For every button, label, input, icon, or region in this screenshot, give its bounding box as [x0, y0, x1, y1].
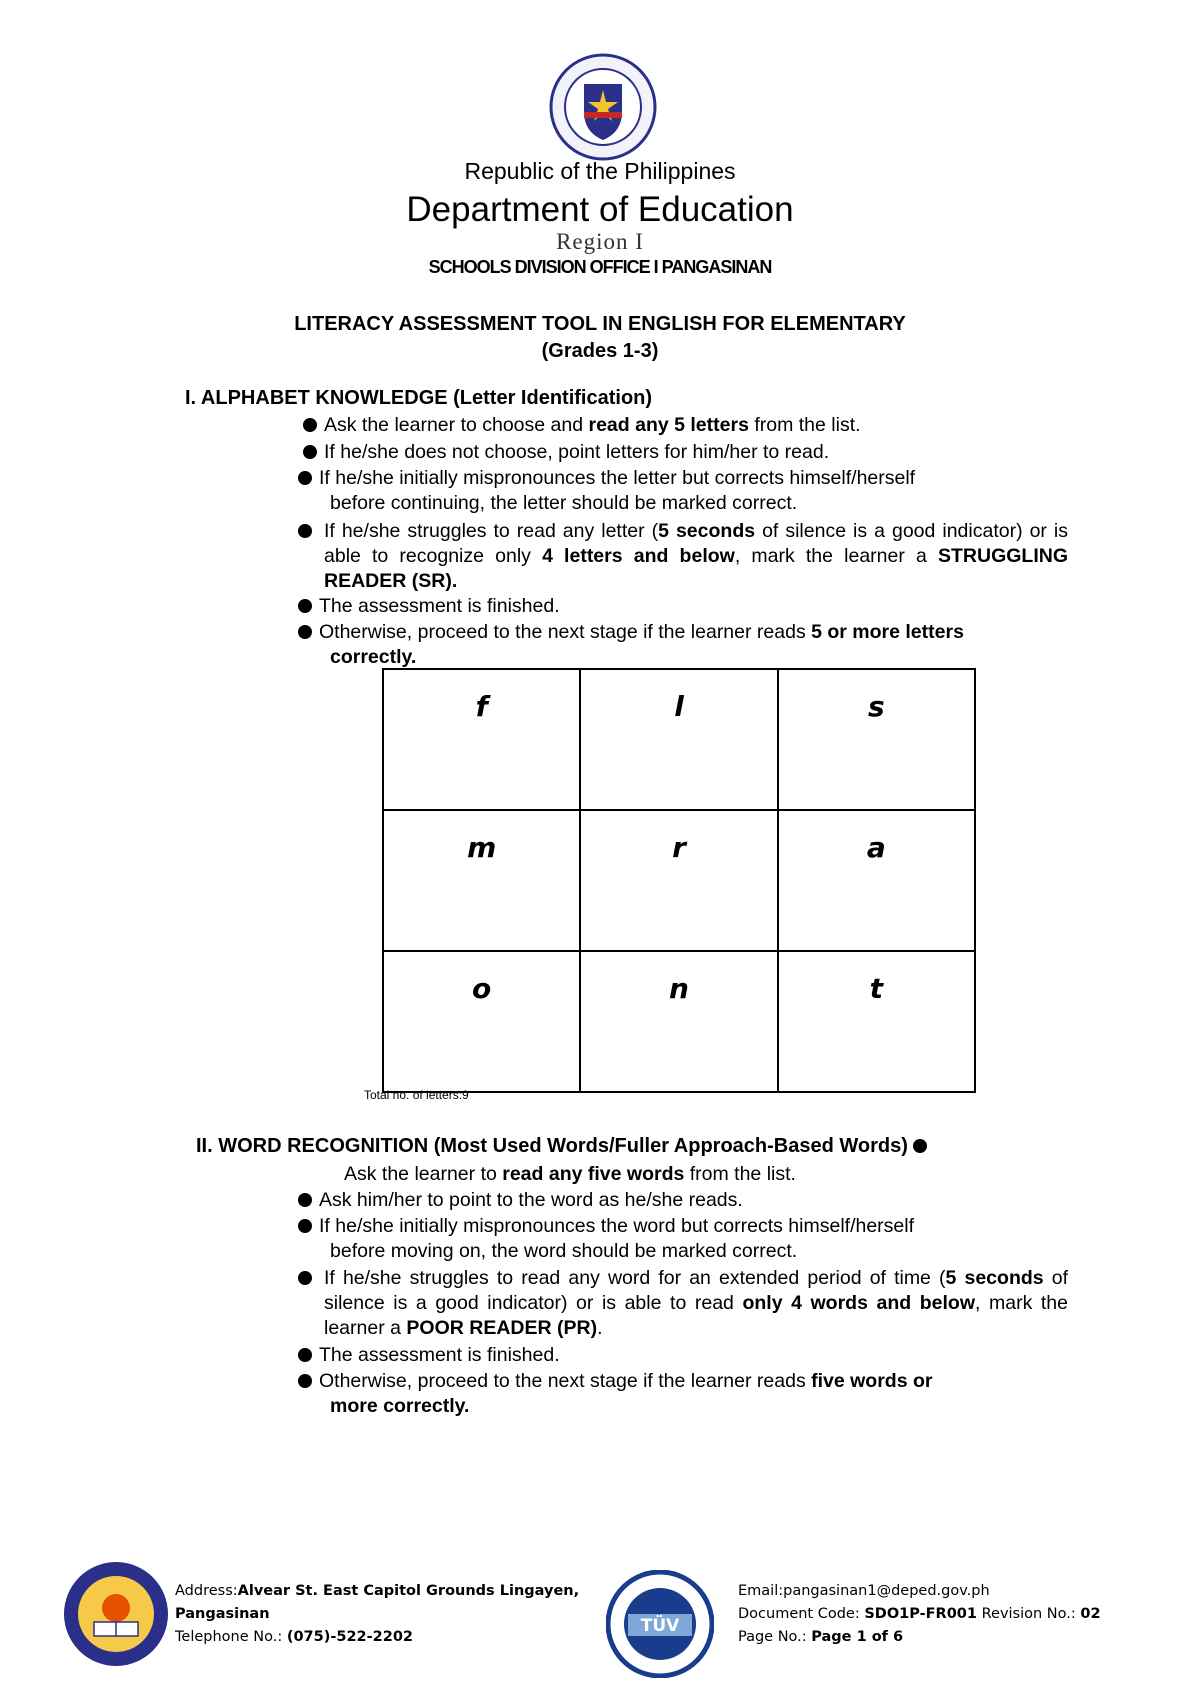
section1-bullet-6: Otherwise, proceed to the next stage if the learner reads 5 or more letters: [298, 620, 964, 645]
letter-row: [383, 951, 975, 1092]
letter-cell: s: [778, 669, 975, 810]
bullet-icon: [298, 1193, 312, 1207]
section1-bullet-2: If he/she does not choose, point letters for him/her to read.: [303, 440, 829, 465]
footer-address-block: [175, 1580, 579, 1649]
bullet-icon: [303, 418, 317, 432]
tuv-certification-logo: [606, 1570, 714, 1678]
letter-cell: a: [778, 810, 975, 951]
bullet-icon: [298, 625, 312, 639]
letter-row: [383, 669, 975, 810]
letter-cell: t: [778, 951, 975, 1092]
footer-address-line2: Pangasinan: [175, 1606, 270, 1622]
section1-bullet-5: The assessment is finished.: [298, 594, 560, 619]
letter-cell: l: [580, 669, 777, 810]
section2-bullet-6-cont: more correctly.: [330, 1395, 470, 1417]
region-line: Region I: [556, 229, 644, 254]
letter-cell: r: [580, 810, 777, 951]
section2-bullet-6: Otherwise, proceed to the next stage if the learner reads five words or: [298, 1369, 932, 1394]
division-office-logo: [62, 1560, 170, 1668]
footer-contact-block: [738, 1580, 1101, 1649]
footer-address: Address:Alvear St. East Capitol Grounds Lingayen,: [175, 1583, 580, 1599]
section1-heading: I. ALPHABET KNOWLEDGE (Letter Identification): [185, 387, 653, 409]
document-title: [0, 311, 1200, 365]
division-office: SCHOOLS DIVISION OFFICE I PANGASINAN: [428, 257, 772, 277]
section1-bullet-6-cont: correctly.: [330, 646, 417, 668]
bullet-icon: [298, 1348, 312, 1362]
section2-heading: II. WORD RECOGNITION (Most Used Words/Fuller Approach-Based Words): [196, 1135, 927, 1158]
footer-telephone: Telephone No.: (075)-522-2202: [175, 1629, 414, 1645]
department-title: Department of Education: [406, 190, 794, 229]
letter-grid: [382, 668, 976, 1093]
section1-bullet-1: Ask the learner to choose and read any 5 letters from the list.: [303, 413, 861, 438]
bullet-icon: [303, 445, 317, 459]
letter-row: [383, 810, 975, 951]
section2-bullet-3: If he/she initially mispronounces the word but corrects himself/herself: [298, 1214, 914, 1239]
section2-bullet-3-cont: before moving on, the word should be marked correct.: [330, 1240, 798, 1262]
section2-bullet-4: If he/she struggles to read any word for an extended period of time (5 seconds of silence is a good indicator) or is able to read only 4 words and below, mark the learner a POOR READER (PR).: [298, 1266, 1068, 1341]
letter-cell: o: [383, 951, 580, 1092]
letter-cell: f: [383, 669, 580, 810]
footer-email: Email:pangasinan1@deped.gov.ph: [738, 1583, 990, 1599]
section2-bullet-5: The assessment is finished.: [298, 1343, 560, 1368]
footer-page-number: Page No.: Page 1 of 6: [738, 1629, 904, 1645]
section2-bullet-1: Ask the learner to read any five words from the list.: [344, 1163, 796, 1185]
bullet-icon: [913, 1139, 927, 1153]
footer-document-code: Document Code: SDO1P-FR001 Revision No.: 02: [738, 1606, 1101, 1622]
title-line-2: (Grades 1-3): [541, 340, 659, 362]
section1-bullet-4: If he/she struggles to read any letter (5 seconds of silence is a good indicator) or is able to recognize only 4 letters and below, mark the learner a STRUGGLING READER (SR).: [298, 519, 1068, 594]
section2-bullet-2: Ask him/her to point to the word as he/she reads.: [298, 1188, 743, 1213]
bullet-icon: [298, 1271, 312, 1285]
letter-cell: m: [383, 810, 580, 951]
republic-line: Republic of the Philippines: [464, 158, 736, 184]
tuv-logo-text: TÜV: [640, 1616, 680, 1636]
bullet-icon: [298, 599, 312, 613]
bullet-icon: [298, 1374, 312, 1388]
deped-seal-logo: [548, 52, 658, 162]
title-line-1: LITERACY ASSESSMENT TOOL IN ENGLISH FOR ELEMENTARY: [294, 313, 906, 335]
section1-bullet-3-cont: before continuing, the letter should be marked correct.: [330, 492, 798, 514]
bullet-icon: [298, 1219, 312, 1233]
total-letters: Total no. of letters:9: [364, 1088, 469, 1102]
letter-cell: n: [580, 951, 777, 1092]
bullet-icon: [298, 471, 312, 485]
section1-bullet-3: If he/she initially mispronounces the letter but corrects himself/herself: [298, 466, 915, 491]
bullet-icon: [298, 524, 312, 538]
